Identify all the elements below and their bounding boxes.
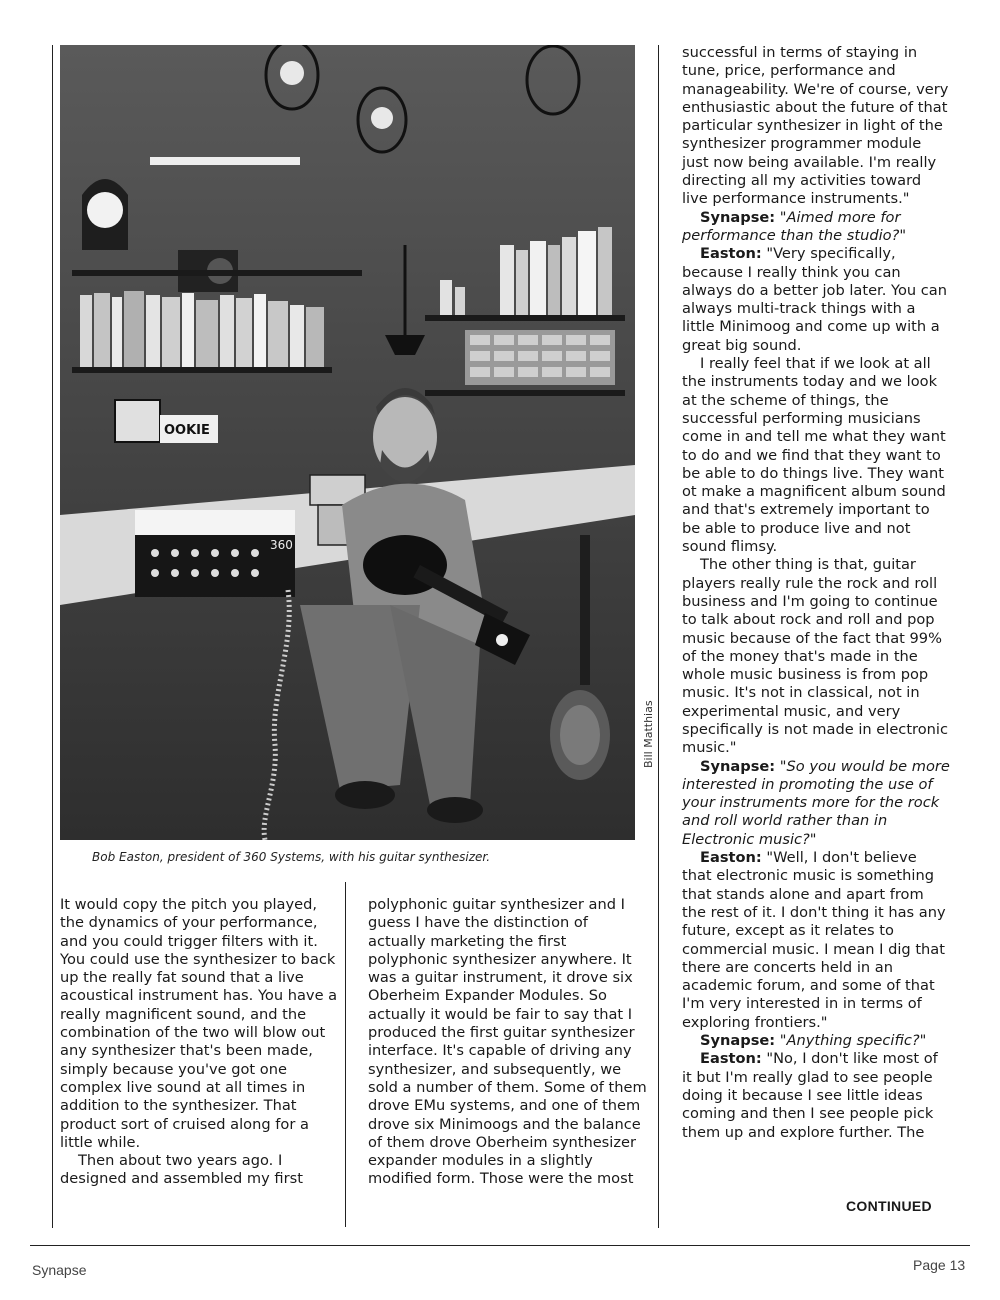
photo-credit: Bill Matthias [642, 700, 655, 768]
interview-answer [682, 849, 950, 1032]
speaker-label: Synapse: [700, 208, 776, 226]
paragraph: I really feel that if we look at all the instruments today and we look at the scheme of things, the successful performing musicians come in and tell me what they want to do and we find that they want to be able to do things live. They want ot make a magnificent album sound and that's extremely important to be able to produce live and not sound flimsy. [682, 355, 946, 556]
question-text: "So you would be more interested in promoting the use of your instruments more for the rock and roll world rather than in Electronic music?" [682, 757, 950, 848]
cookie-sign: OOKIE [164, 423, 210, 438]
speaker-label: Synapse: [700, 757, 776, 775]
answer-text: "Very specifically, because I really think you can always do a better job later. You can always multi-track things with a little Minimoog and come up with a great big sound. [682, 245, 948, 354]
question-text: "Aimed more for performance than the studio?" [682, 208, 907, 244]
paragraph: It would copy the pitch you played, the dynamics of your performance, and you could trigger filters with it. You could use the synthesizer to back up the really fat sound that a live acoustical instrument has. You have a really magnificent sound, and the combination of the two will blow out any synthesizer that's been made, simply because you've got one complex live sound at all times in addition to the synthesizer. That product sort of cruised along for a little while. [60, 896, 338, 1151]
speaker-label: Easton: [700, 245, 762, 263]
photograph [60, 45, 635, 840]
paragraph: successful in terms of staying in tune, price, performance and manageability. We're of course, very enthusiastic about the future of that particular synthesizer in light of the synthesizer programmer module just now being available. I'm really directing all my activities toward live performance instruments." [682, 44, 949, 208]
interview-question [682, 1032, 950, 1050]
interview-answer [682, 245, 950, 355]
footer-magazine-name: Synapse [32, 1262, 87, 1278]
answer-text: "Well, I don't believe that electronic music is something that stands alone and apart from the rest of it. I don't thing it has any future, except as it relates to commercial music. I mean I dig that there are concerts held in an academic forum, and some of that I'm very interested in in terms of exploring frontiers." [682, 849, 946, 1031]
continued-label: CONTINUED [846, 1198, 932, 1214]
paragraph: polyphonic guitar synthesizer and I guess I have the distinction of actually marketing the first polyphonic synthesizer anywhere. It was a guitar instrument, it drove six Oberheim Expander Modules. So actually it would be fair to say that I produced the first guitar synthesizer interface. It's capable of driving any synthesizer, and subsequently, we sold a number of them. Some of them drove EMu systems, and one of them drove six Minimoogs and the balance of them drove Oberheim synthesizer expander modules in a slightly modified form. Those were the most [368, 896, 647, 1188]
photo-illustration [60, 45, 635, 840]
left-margin-rule [52, 45, 53, 1228]
column-rule-2 [658, 45, 659, 1228]
photo-caption: Bob Easton, president of 360 Systems, with his guitar synthesizer. [92, 850, 491, 864]
speaker-label: Synapse: [700, 1032, 776, 1050]
footer-page-number: Page 13 [913, 1257, 966, 1273]
text-column-2 [368, 896, 648, 1189]
footer-rule [30, 1245, 970, 1246]
question-text: "Anything specific?" [779, 1032, 927, 1050]
paragraph: Then about two years ago. I designed and assembled my first [60, 1152, 303, 1188]
text-column-1 [60, 896, 338, 1189]
interview-answer [682, 1050, 950, 1141]
interview-question [682, 209, 950, 246]
panel-label: 360 [270, 538, 293, 552]
column-rule-1 [345, 882, 346, 1227]
answer-text: "No, I don't like most of it but I'm really glad to see people doing it because I see little ideas coming and then I see people pick them up and explore further. The [682, 1050, 938, 1141]
books-left [80, 291, 324, 367]
interview-question [682, 758, 950, 849]
synthesizer-unit [135, 510, 295, 597]
speaker-label: Easton: [700, 849, 762, 867]
parts-drawers [465, 330, 615, 385]
paragraph: The other thing is that, guitar players really rule the rock and roll business and I'm going to continue to talk about rock and roll and pop music because of the fact that 99% of the money that's made in the whole music business is from pop music. It's not in classical, not in experimental music, and very specifically is not made in electronic music." [682, 556, 948, 757]
text-column-3 [682, 44, 950, 1142]
speaker-label: Easton: [700, 1050, 762, 1068]
